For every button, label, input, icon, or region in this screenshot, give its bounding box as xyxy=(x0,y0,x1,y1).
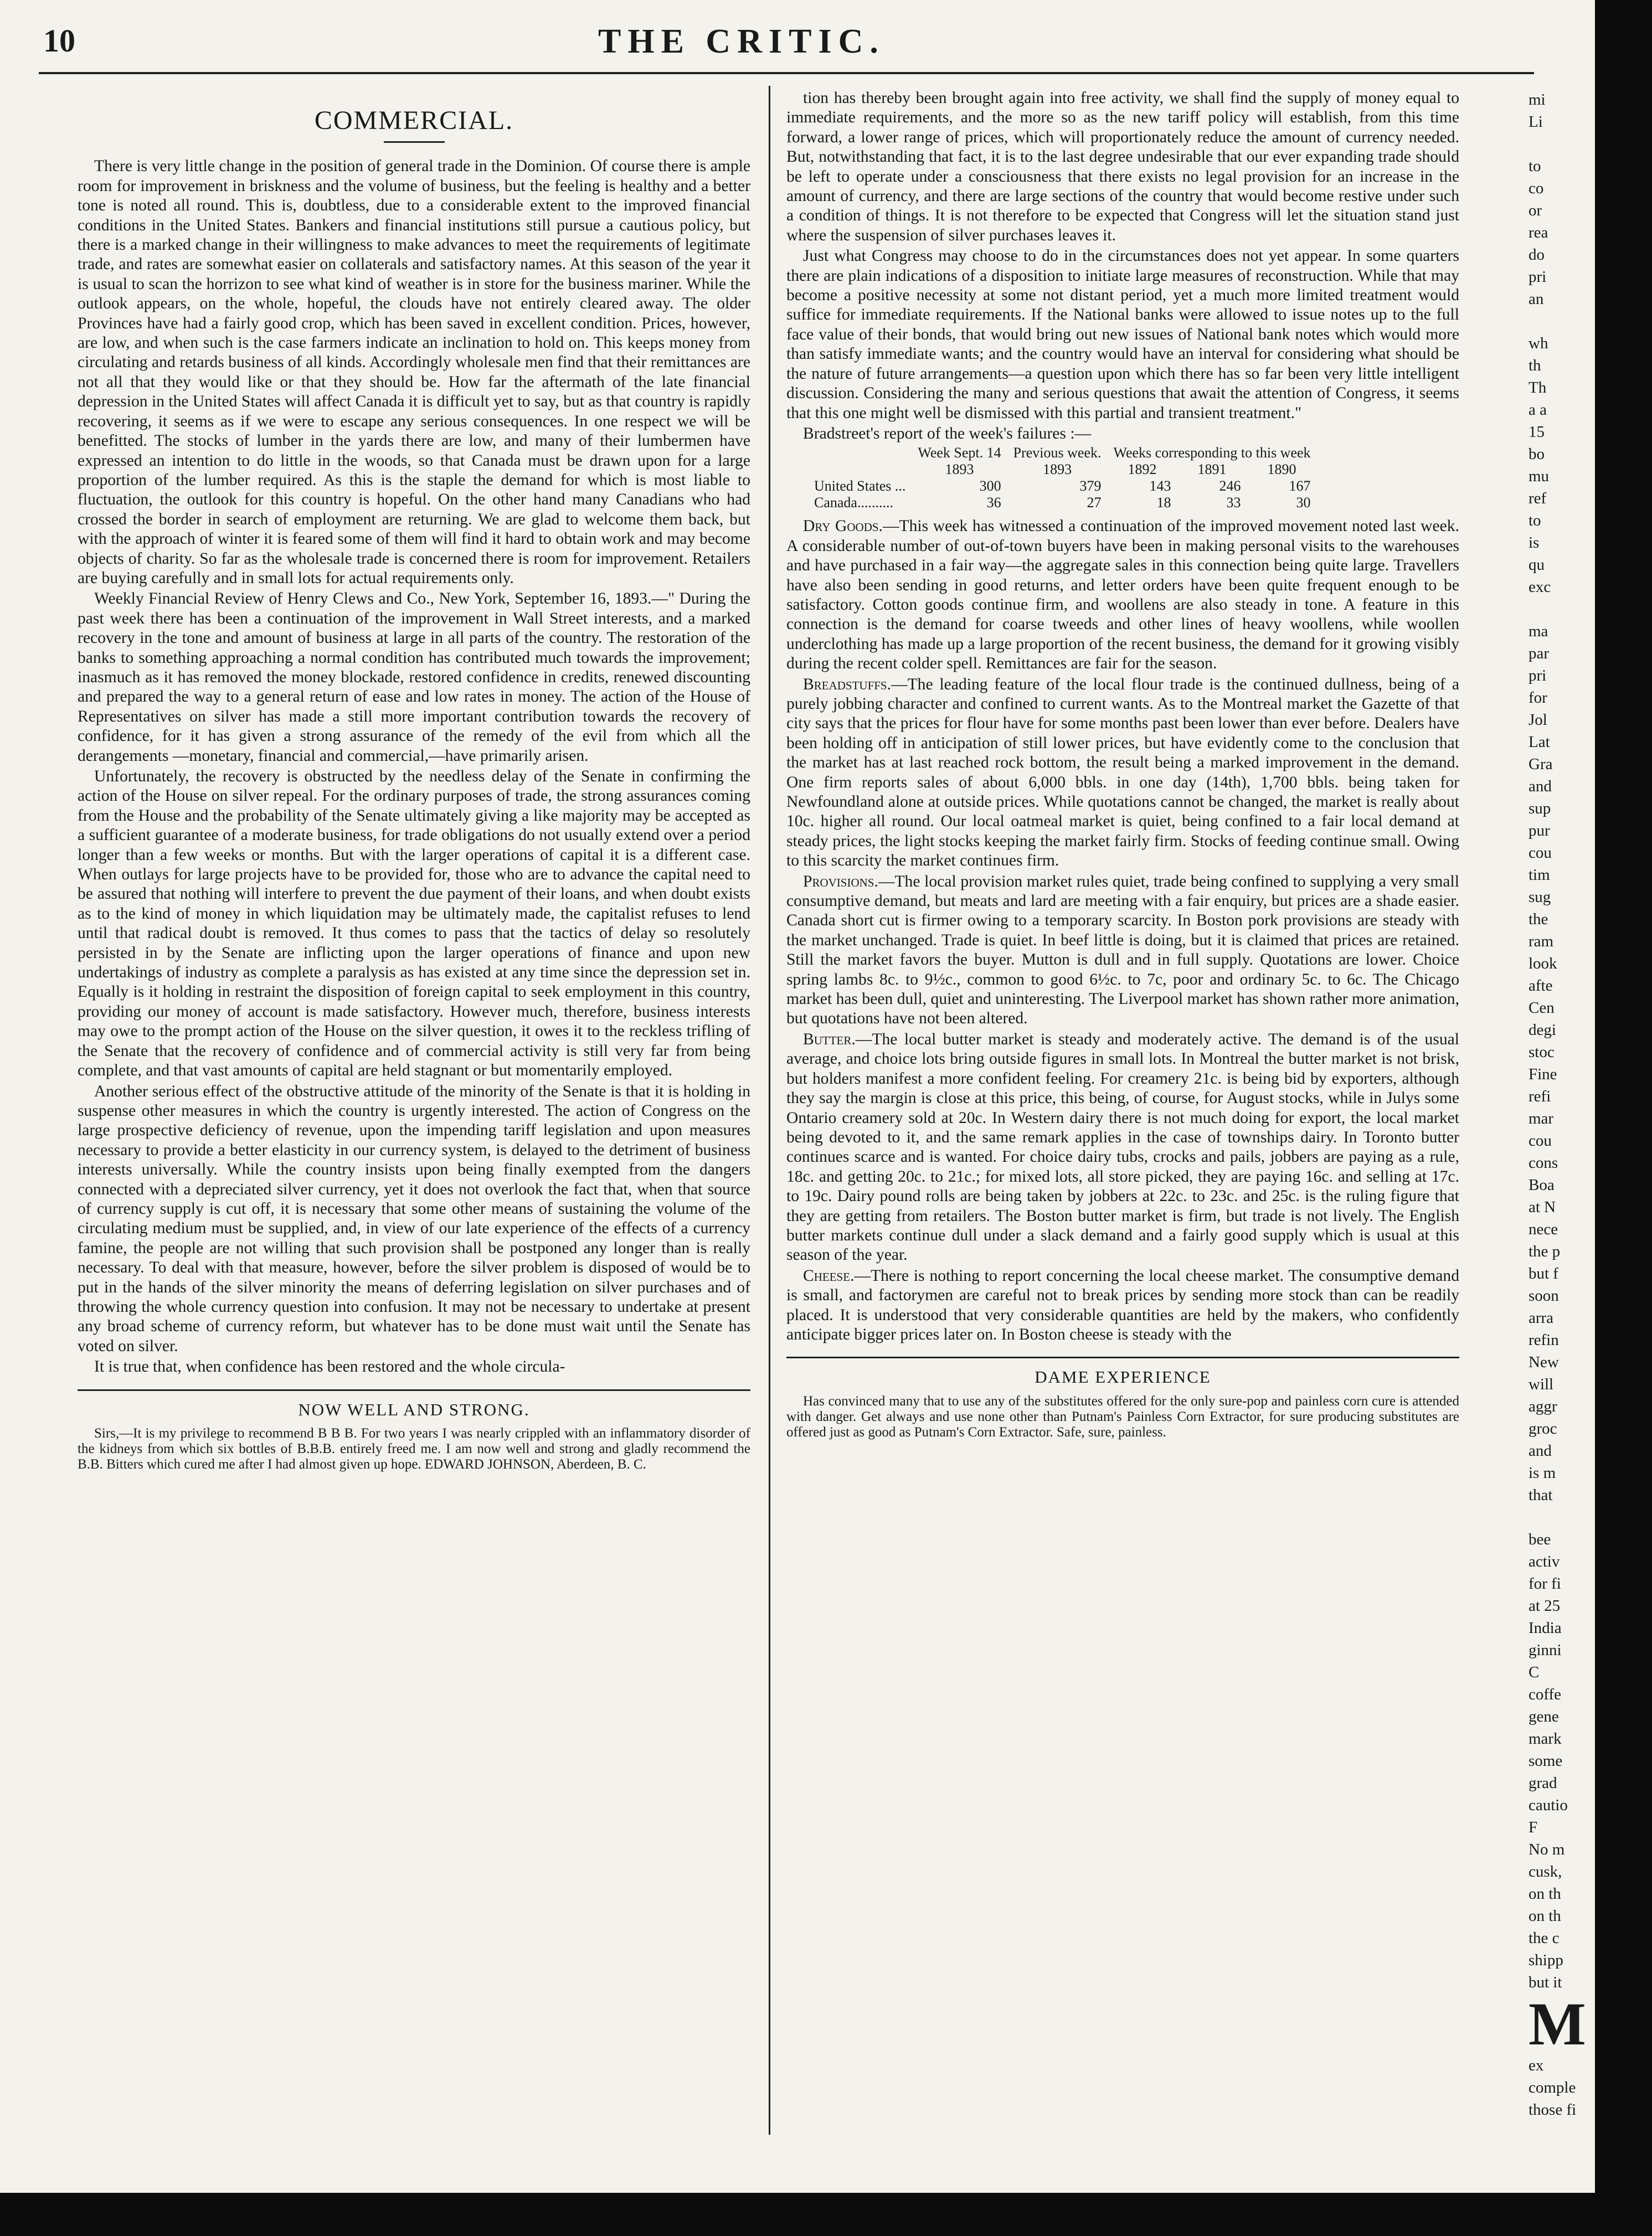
text-fragment: but it xyxy=(1529,1974,1562,1991)
failures-table xyxy=(814,445,1323,511)
text-fragment: qu xyxy=(1529,556,1545,574)
table-cell: 300 xyxy=(979,478,1001,494)
next-page-column-fragment xyxy=(1529,89,1591,2137)
text-fragment: ma xyxy=(1529,622,1548,640)
text-fragment: soon xyxy=(1529,1287,1559,1305)
scan-bottom-band xyxy=(0,2193,1652,2236)
article-paragraph: There is very little change in the position of general trade in the Dominion. Of course there is ample room for improvement in briskness and the volume of business, but the feeling is healthy and a better tone is noted all round. This is, doubtless, due to a considerable extent to the improved financial conditions in the United States. Bankers and financial institutions still pursue a cautious policy, but there is a marked change in their willingness to make advances to meet the requirements of legitimate trade, and rates are somewhat easier on collaterals and satisfactory names. At this season of the year it is usual to scan the horrizon to see what kind of weather is in store for the business mariner. While the outlook appears, on the whole, hopeful, the clouds have not entirely cleared away. The older Provinces have had a fairly good crop, which has been saved in excellent condition. Prices, however, are low, and when such is the case farmers indicate an inclination to hold on. This keeps money from circulating and retards business of all kinds. Accordingly wholesale men find that their remittances are not all that they would like or that they should be. How far the aftermath of the late financial depression in the United States will affect Canada it is difficult yet to say, but as that country is rapidly recovering, it seems as if we were to escape any serious consequences. In one respect we will be benefitted. The stocks of lumber in the yards there are low, and many of their lumbermen have expressed an intention to do little in the woods, so that Canada must be drawn upon for a large proportion of the lumber required. As this is the staple the demand for which is most liable to fluctuation, the outlook for this country is hopeful. On the other hand many Canadians who had crossed the border in search of employment are returning. We are glad to welcome them back, but with the approach of winter it is feared some of them will find it hard to obtain work and may become objects of charity. So far as the wholesale trade is concerned there is room for improvement. Retailers are buying carefully and in small lots for actual requirements only. xyxy=(78,157,750,587)
article-paragraph: Weekly Financial Review of Henry Clews and Co., New York, September 16, 1893.—" During the past week there has been a continuation of the improvement in Wall Street interests, and a marked recovery in the tone and amount of business at large in all parts of the country. The restoration of the banks to something approaching a normal condition has contributed much towards the improvement; inasmuch as it has removed the money blockade, restored confidence in credits, renewed discounting and prepared the way to a general return of ease and low rates in money. The action of the House of Representatives on silver has made a still more important contribution towards the recovery of confidence, for it has given a strong assurance of the remedy of the evil from which all the derangements —monetary, financial and commercial,—have primarily arisen. xyxy=(78,590,750,765)
text-fragment: Cen xyxy=(1529,999,1555,1017)
section-head: Butter. xyxy=(803,1030,856,1048)
table-cell: 143 xyxy=(1149,478,1171,494)
text-fragment xyxy=(1529,1506,1591,1528)
table-cell: 30 xyxy=(1296,494,1311,511)
text-fragment: activ xyxy=(1529,1553,1560,1570)
table-header: Week Sept. 14 xyxy=(918,445,1001,461)
table-year: 1893 xyxy=(1043,461,1072,478)
ad-title: NOW WELL AND STRONG. xyxy=(298,1399,530,1419)
text-fragment: 15 xyxy=(1529,423,1545,441)
ad-text: Sirs,—It is my privilege to recommend B B B. For two years I was nearly crippled with an inflammatory disorder of the kidneys from which six bottles of B.B.B. entirely freed me. I am now well and strong and gladly recommend the B.B. Bitters which cured me after I had almost given up hope. EDWARD JOHNSON, Aberdeen, B. C. xyxy=(78,1426,750,1472)
table-cell: 18 xyxy=(1156,494,1171,511)
text-fragment: mark xyxy=(1529,1730,1562,1748)
text-fragment: co xyxy=(1529,179,1544,197)
text-fragment: ram xyxy=(1529,932,1554,950)
text-fragment: Jol xyxy=(1529,711,1547,729)
text-fragment: cusk, xyxy=(1529,1863,1562,1880)
text-fragment: or xyxy=(1529,202,1542,219)
text-fragment: F xyxy=(1529,1818,1538,1836)
text-fragment: those fi xyxy=(1529,2101,1577,2119)
market-section xyxy=(786,1266,1459,1345)
text-fragment: th xyxy=(1529,357,1541,374)
text-fragment: No m xyxy=(1529,1841,1565,1858)
text-fragment: the p xyxy=(1529,1243,1561,1260)
column-divider xyxy=(769,86,770,2135)
text-fragment: Fine xyxy=(1529,1065,1557,1083)
text-fragment: ex xyxy=(1529,2057,1544,2074)
text-fragment: refi xyxy=(1529,1088,1551,1105)
text-fragment: is m xyxy=(1529,1464,1556,1482)
text-fragment: ginni xyxy=(1529,1641,1562,1659)
text-fragment: Boa xyxy=(1529,1176,1555,1194)
table-header: Previous week. xyxy=(1013,445,1102,461)
text-fragment: rea xyxy=(1529,224,1548,241)
section-head: Cheese. xyxy=(803,1266,855,1285)
text-fragment: C xyxy=(1529,1663,1540,1681)
table-cell: 379 xyxy=(1079,478,1102,494)
text-fragment xyxy=(1529,310,1591,332)
text-fragment: to xyxy=(1529,157,1541,175)
text-fragment: cautio xyxy=(1529,1796,1568,1814)
market-section xyxy=(786,517,1459,673)
text-fragment: the xyxy=(1529,910,1548,928)
text-fragment: gene xyxy=(1529,1708,1559,1725)
text-fragment: cons xyxy=(1529,1154,1558,1172)
text-fragment: wh xyxy=(1529,334,1548,352)
text-fragment: and xyxy=(1529,777,1552,795)
text-fragment: to xyxy=(1529,512,1541,529)
section-text: —This week has witnessed a continuation of the improved movement noted last week. A considerable number of out-of-town buyers have been in making personal visits to the warehouses and have purchased in a fair way—the aggregate sales in this connection being quite large. Travellers have also been sending in good returns, and letter orders have been quite frequent enough to be satisfactory. Cotton goods continue firm, and woollens are also steady in tone. A feature in this connection is the demand for coarse tweeds and other lines of heavy woollens, while woollen underclothing has made up a large proportion of the recent business, the demand for it growing visibly during the recent colder spell. Remittances are fair for the season. xyxy=(786,517,1459,673)
row-label: United States ... xyxy=(814,478,906,494)
row-label: Canada.......... xyxy=(814,494,893,511)
table-cell: 36 xyxy=(986,494,1001,511)
text-fragment xyxy=(1529,598,1591,620)
table-year: 1893 xyxy=(945,461,974,478)
text-fragment: is xyxy=(1529,534,1540,552)
text-fragment: look xyxy=(1529,955,1557,972)
text-fragment: Lat xyxy=(1529,733,1550,751)
text-fragment: shipp xyxy=(1529,1951,1563,1969)
title-rule xyxy=(384,141,445,143)
drop-cap: M xyxy=(1529,1990,1586,2058)
market-section xyxy=(786,872,1459,1029)
text-fragment: grad xyxy=(1529,1774,1557,1792)
text-fragment: the c xyxy=(1529,1929,1560,1947)
text-fragment: but f xyxy=(1529,1265,1558,1282)
text-fragment: for xyxy=(1529,689,1547,707)
article-paragraph: Another serious effect of the obstructive attitude of the minority of the Senate is that it is holding in suspense other measures in which the country is urgently interested. The action of Congress on the large prospective deficiency of revenue, upon the impending tariff legislation and upon measures necessary to provide a better elasticity in our currency system, is delayed to the detriment of business interests universally. While the country insists upon being finally exempted from the dangers connected with a depreciated silver currency, yet it does not overlook the fact that, when that source of currency supply is cut off, it is necessary that some other means of sustaining the volume of the circulating medium must be supplied, and, in view of our late experience of the effects of a currency famine, the people are not willing that such provision shall be postponed any longer than is really necessary. To deal with that measure, however, before the silver problem is disposed of would be to put in the hands of the silver minority the means of deferring legislation on silver purchases and of throwing the whole currency question into confusion. It may not be necessary to undertake at present any broad scheme of currency reform, but whatever has to be done must wait until the Senate has voted on silver. xyxy=(78,1082,750,1355)
table-header-label xyxy=(814,445,918,461)
section-text: —The local provision market rules quiet, trade being confined to supplying a very small consumptive demand, but meats and lard are meeting with a fair enquiry, but prices are a shade easier. Canada short cut is firmer owing to a temporary scarcity. In Boston pork provisions are steady with the market unchanged. Trade is quiet. In beef little is doing, but it is claimed that prices are retained. Still the market favors the buyer. Mutton is dull and in full supply. Quotations are lower. Choice spring lambs 8c. to 9½c., common to good 6½c. to 7c, poor and ordinary 5c. to 6c. The Chicago market has been dull, quiet and uninteresting. The Liverpool market has shown rather more animation, but quotations have not been altered. xyxy=(786,872,1459,1028)
section-head: Provisions. xyxy=(803,872,878,890)
text-fragment: sug xyxy=(1529,888,1551,906)
section-title: COMMERCIAL. xyxy=(314,106,514,135)
text-fragment: on th xyxy=(1529,1907,1561,1925)
text-fragment: that xyxy=(1529,1486,1553,1504)
table-cell: 246 xyxy=(1219,478,1241,494)
text-fragment: cou xyxy=(1529,844,1552,862)
section-head: Dry Goods. xyxy=(803,517,883,535)
text-fragment: nece xyxy=(1529,1220,1558,1238)
masthead: THE CRITIC. xyxy=(598,23,885,60)
table-row xyxy=(814,478,1323,494)
text-fragment: degi xyxy=(1529,1021,1556,1039)
text-fragment: and xyxy=(1529,1442,1552,1460)
text-fragment: ref xyxy=(1529,490,1547,507)
text-fragment: some xyxy=(1529,1752,1563,1770)
ad-rule xyxy=(78,1389,750,1391)
text-fragment: comple xyxy=(1529,2079,1576,2096)
text-fragment: do xyxy=(1529,246,1545,264)
text-fragment: New xyxy=(1529,1353,1559,1371)
failures-caption: Bradstreet's report of the week's failures :— xyxy=(803,424,1092,442)
left-column xyxy=(78,89,750,2126)
text-fragment: at 25 xyxy=(1529,1597,1561,1615)
text-fragment: a a xyxy=(1529,401,1547,419)
ad-text: Has convinced many that to use any of the substitutes offered for the only sure-pop and painless corn cure is attended with danger. Get always and use none other than Putnam's Painless Corn Extractor, for sure producing substitutes are offered just as good as Putnam's Corn Extractor. Safe, sure, painless. xyxy=(786,1393,1459,1440)
text-fragment: an xyxy=(1529,290,1544,308)
table-header: Weeks corresponding to this week xyxy=(1113,445,1311,461)
text-fragment: mar xyxy=(1529,1110,1554,1127)
header-rule xyxy=(39,72,1534,74)
text-fragment: bo xyxy=(1529,445,1545,463)
text-fragment: exc xyxy=(1529,578,1551,596)
text-fragment: at N xyxy=(1529,1198,1556,1216)
text-fragment: on th xyxy=(1529,1885,1561,1903)
text-fragment: bee xyxy=(1529,1531,1551,1548)
section-text: —There is nothing to report concerning the local cheese market. The consumptive demand is small, and factorymen are careful not to break prices by sending more stock than can be readily placed. It is understood that very considerable quantities are held by the makers, who confidently anticipate bigger prices later on. In Boston cheese is steady with the xyxy=(786,1266,1459,1343)
table-cell: 33 xyxy=(1226,494,1241,511)
text-fragment: Gra xyxy=(1529,755,1553,773)
ad-title: DAME EXPERIENCE xyxy=(1035,1367,1211,1387)
section-text: —The local butter market is steady and moderately active. The demand is of the usual average, and choice lots bring outside figures in small lots. In Montreal the butter market is not brisk, but holders manifest a more confident feeling. For creamery 21c. is being bid by exporters, although they say the margin is close at this price, this being, of course, for August stocks, while in Julys some Ontario creamery sold at 20c. In Western dairy there is not much doing for export, the local market being devoted to it, and the same remark applies in the case of townships dairy. In Toronto butter continues scarce and is wanted. For choice dairy tubs, crocks and pails, jobbers are paying as a rule, 18c. and getting 20c. to 21c.; for mixed lots, all store picked, they are paying 16c. and selling at 17c. to 19c. Dairy pound rolls are being taken by jobbers at 22c. to 23c. and 25c. is the ruling figure that they are getting from retailers. The Boston butter market is firm, but trade is not lively. The English butter markets continue dull under a slack demand and a fairly good supply which is usual at this season of the year. xyxy=(786,1030,1459,1264)
article-paragraph: tion has thereby been brought again into free activity, we shall find the supply of money equal to immediate requirements, and the more so as the new tariff policy will establish, from this time forward, a lower range of prices, which will proportionately reduce the amount of currency needed. But, notwithstanding that fact, it is to the last degree undesirable that our ever expanding trade should be left to operate under a consciousness that there exists no legal provision for an increase in the amount of currency, and there are large sections of the country that would become restive under such a condition of things. It is not therefore to be expected that Congress will let the situation stand just where the suspension of silver purchases leaves it. xyxy=(786,89,1459,244)
text-fragment: refin xyxy=(1529,1331,1559,1349)
text-fragment: groc xyxy=(1529,1420,1557,1438)
text-fragment: pur xyxy=(1529,822,1550,839)
text-fragment: Li xyxy=(1529,113,1543,131)
text-fragment: mi xyxy=(1529,91,1546,109)
article-paragraph: It is true that, when confidence has been restored and the whole circula- xyxy=(94,1358,565,1376)
text-fragment: tim xyxy=(1529,866,1550,884)
text-fragment: par xyxy=(1529,645,1550,662)
table-year: 1891 xyxy=(1197,461,1227,478)
text-fragment: sup xyxy=(1529,800,1551,817)
table-year-label xyxy=(814,461,918,478)
section-head: Breadstuffs. xyxy=(803,675,892,693)
section-text: —The leading feature of the local flour trade is the continued dullness, being of a purely jobbing character and confined to current wants. As to the Montreal market the Gazette of that city says that the prices for flour have for some months past been lower than ever before. Dealers have been holding off in anticipation of still lower prices, but have evidently come to the conclusion that the market has at last reached rock bottom, the result being a marked improvement in the demand. One firm reports sales of about 6,000 bbls. in one day (14th), 1,700 bbls. being taken for Newfoundland alone at outside prices. While quotations cannot be changed, the market is really about 10c. higher all round. Our local oatmeal market is quiet, being confined to a fair local demand at steady prices, the light stocks keeping the market fairly firm. Stocks of feeding continue small. Owing to this scarcity the market continues firm. xyxy=(786,675,1459,870)
text-fragment: afte xyxy=(1529,977,1553,995)
text-fragment: stoc xyxy=(1529,1043,1555,1061)
text-fragment: cou xyxy=(1529,1132,1552,1150)
table-cell: 27 xyxy=(1087,494,1102,511)
market-section xyxy=(786,1030,1459,1265)
scan-edge-band xyxy=(1595,0,1652,2236)
market-section xyxy=(786,675,1459,871)
table-row xyxy=(814,494,1323,511)
article-paragraph: Unfortunately, the recovery is obstructed by the needless delay of the Senate in confirming the action of the House on silver repeal. For the ordinary purposes of trade, the strong assurances coming from the House and the probability of the Senate ultimately giving a like majority may be accepted as a sufficient guarantee of a moderate business, for trade obligations do not usually extend over a period longer than a few weeks or months. But with the larger operations of capital it is a different case. When outlays for large projects have to be provided for, those who are to advance the capital need to be assured that nothing will interfere to prevent the due payment of their loans, and when doubt exists as to the kind of money in which liquidation may be ultimately made, the capitalist refuses to lend until that radical doubt is removed. It thus comes to pass that the tactics of delay so resolutely persisted in by the Senate are inflicting upon the larger operations of finance and upon new undertakings of industry as complete a paralysis as has existed at any time since the depression set in. Equally is it holding in restraint the disposition of foreign capital to seek employment in this country, providing our money of account is made satisfactory. However much, therefore, business interests may owe to the prompt action of the House on the silver question, it owes it to the reckless trifling of the Senate that the recovery of confidence and of commercial activity is still very far from being complete, and that vast amounts of capital are held stagnant or but momentarily employed. xyxy=(78,767,750,1080)
middle-column xyxy=(786,89,1459,2126)
text-fragment: India xyxy=(1529,1619,1562,1637)
text-fragment xyxy=(1529,133,1591,155)
text-fragment: mu xyxy=(1529,467,1550,485)
text-fragment: Th xyxy=(1529,379,1547,396)
text-fragment: aggr xyxy=(1529,1398,1557,1415)
table-year: 1890 xyxy=(1267,461,1296,478)
text-fragment: pri xyxy=(1529,268,1547,286)
text-fragment: arra xyxy=(1529,1309,1554,1327)
text-fragment: pri xyxy=(1529,667,1547,684)
table-cell: 167 xyxy=(1289,478,1311,494)
table-year: 1892 xyxy=(1128,461,1157,478)
article-paragraph: Just what Congress may choose to do in the circumstances does not yet appear. In some quarters there are plain indications of a disposition to initiate large measures of reconstruction. While that may become a positive necessity at some not distant period, yet a much more limited treatment would suffice for immediate requirements. If the National banks were allowed to issue notes up to the full face value of their bonds, that would bring out new issues of National bank notes which would more than satisfy immediate wants; and the country would have an interval for considering what should be the nature of future arrangements—a question upon which there has so far been very little intelligent discussion. Considering the many and serious questions that await the attention of Congress, it seems that this one might well be dismissed with this partial and transient treatment." xyxy=(786,247,1459,422)
text-fragment: will xyxy=(1529,1375,1554,1393)
text-fragment: coffe xyxy=(1529,1686,1562,1703)
page-number: 10 xyxy=(43,23,75,59)
text-fragment: for fi xyxy=(1529,1575,1561,1593)
ad-rule xyxy=(786,1357,1459,1358)
